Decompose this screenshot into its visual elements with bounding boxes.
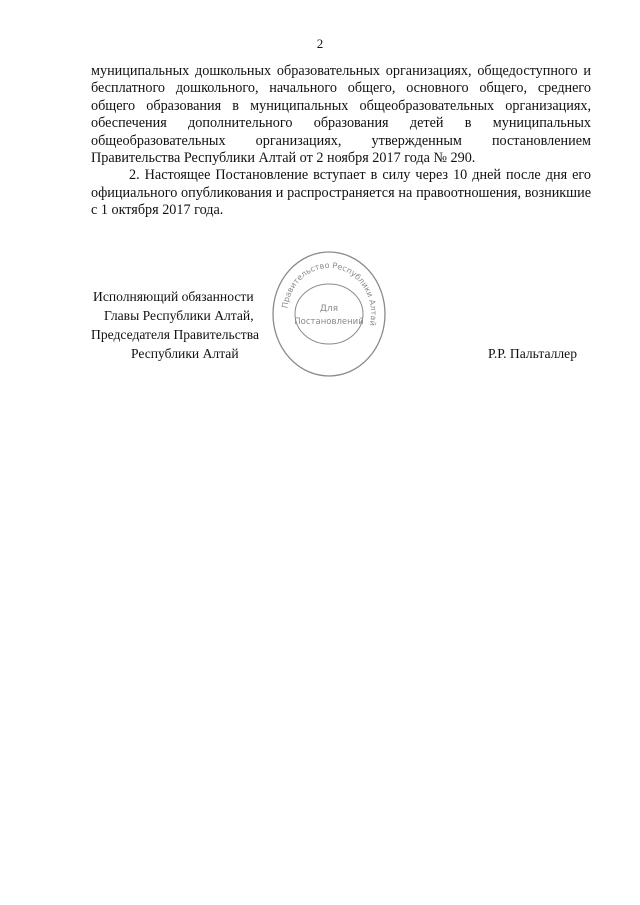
seal-icon [268,244,390,384]
paragraph-1: муниципальных дошкольных образовательных организациях, общедоступного и бесплатного дошкольного, начального общего, основного общего, среднего общего образования в муниципальных общеобразовательных организациях, обеспечения дополнительного образования детей в муниципальных общеобразовательных организациях, утвержденным постановлением Правительства Республики Алтай от 2 ноября 2017 года № 290. [91,63,591,167]
signature-title-line-2: Главы Республики Алтай, [104,308,254,323]
paragraph-2: 2. Настоящее Постановление вступает в силу через 10 дней после дня его официального опубликования и распространяется на правоотношения, возникшие с 1 октября 2017 года. [91,167,591,219]
signature-title-line-1: Исполняющий обязанности [93,289,254,304]
seal-center-line-2: Постановлений [294,317,364,327]
document-body [91,63,591,220]
seal-center-line-1: Для [319,304,339,314]
official-seal-stamp [268,244,390,384]
signatory-name: Р.Р. Пальталлер [488,346,578,361]
signature-title-line-4: Республики Алтай [131,346,239,361]
signature-title-line-3: Председателя Правительства [91,327,259,342]
page-number: 2 [316,36,324,51]
seal-outer-text: Правительство Республики Алтай [280,260,379,327]
